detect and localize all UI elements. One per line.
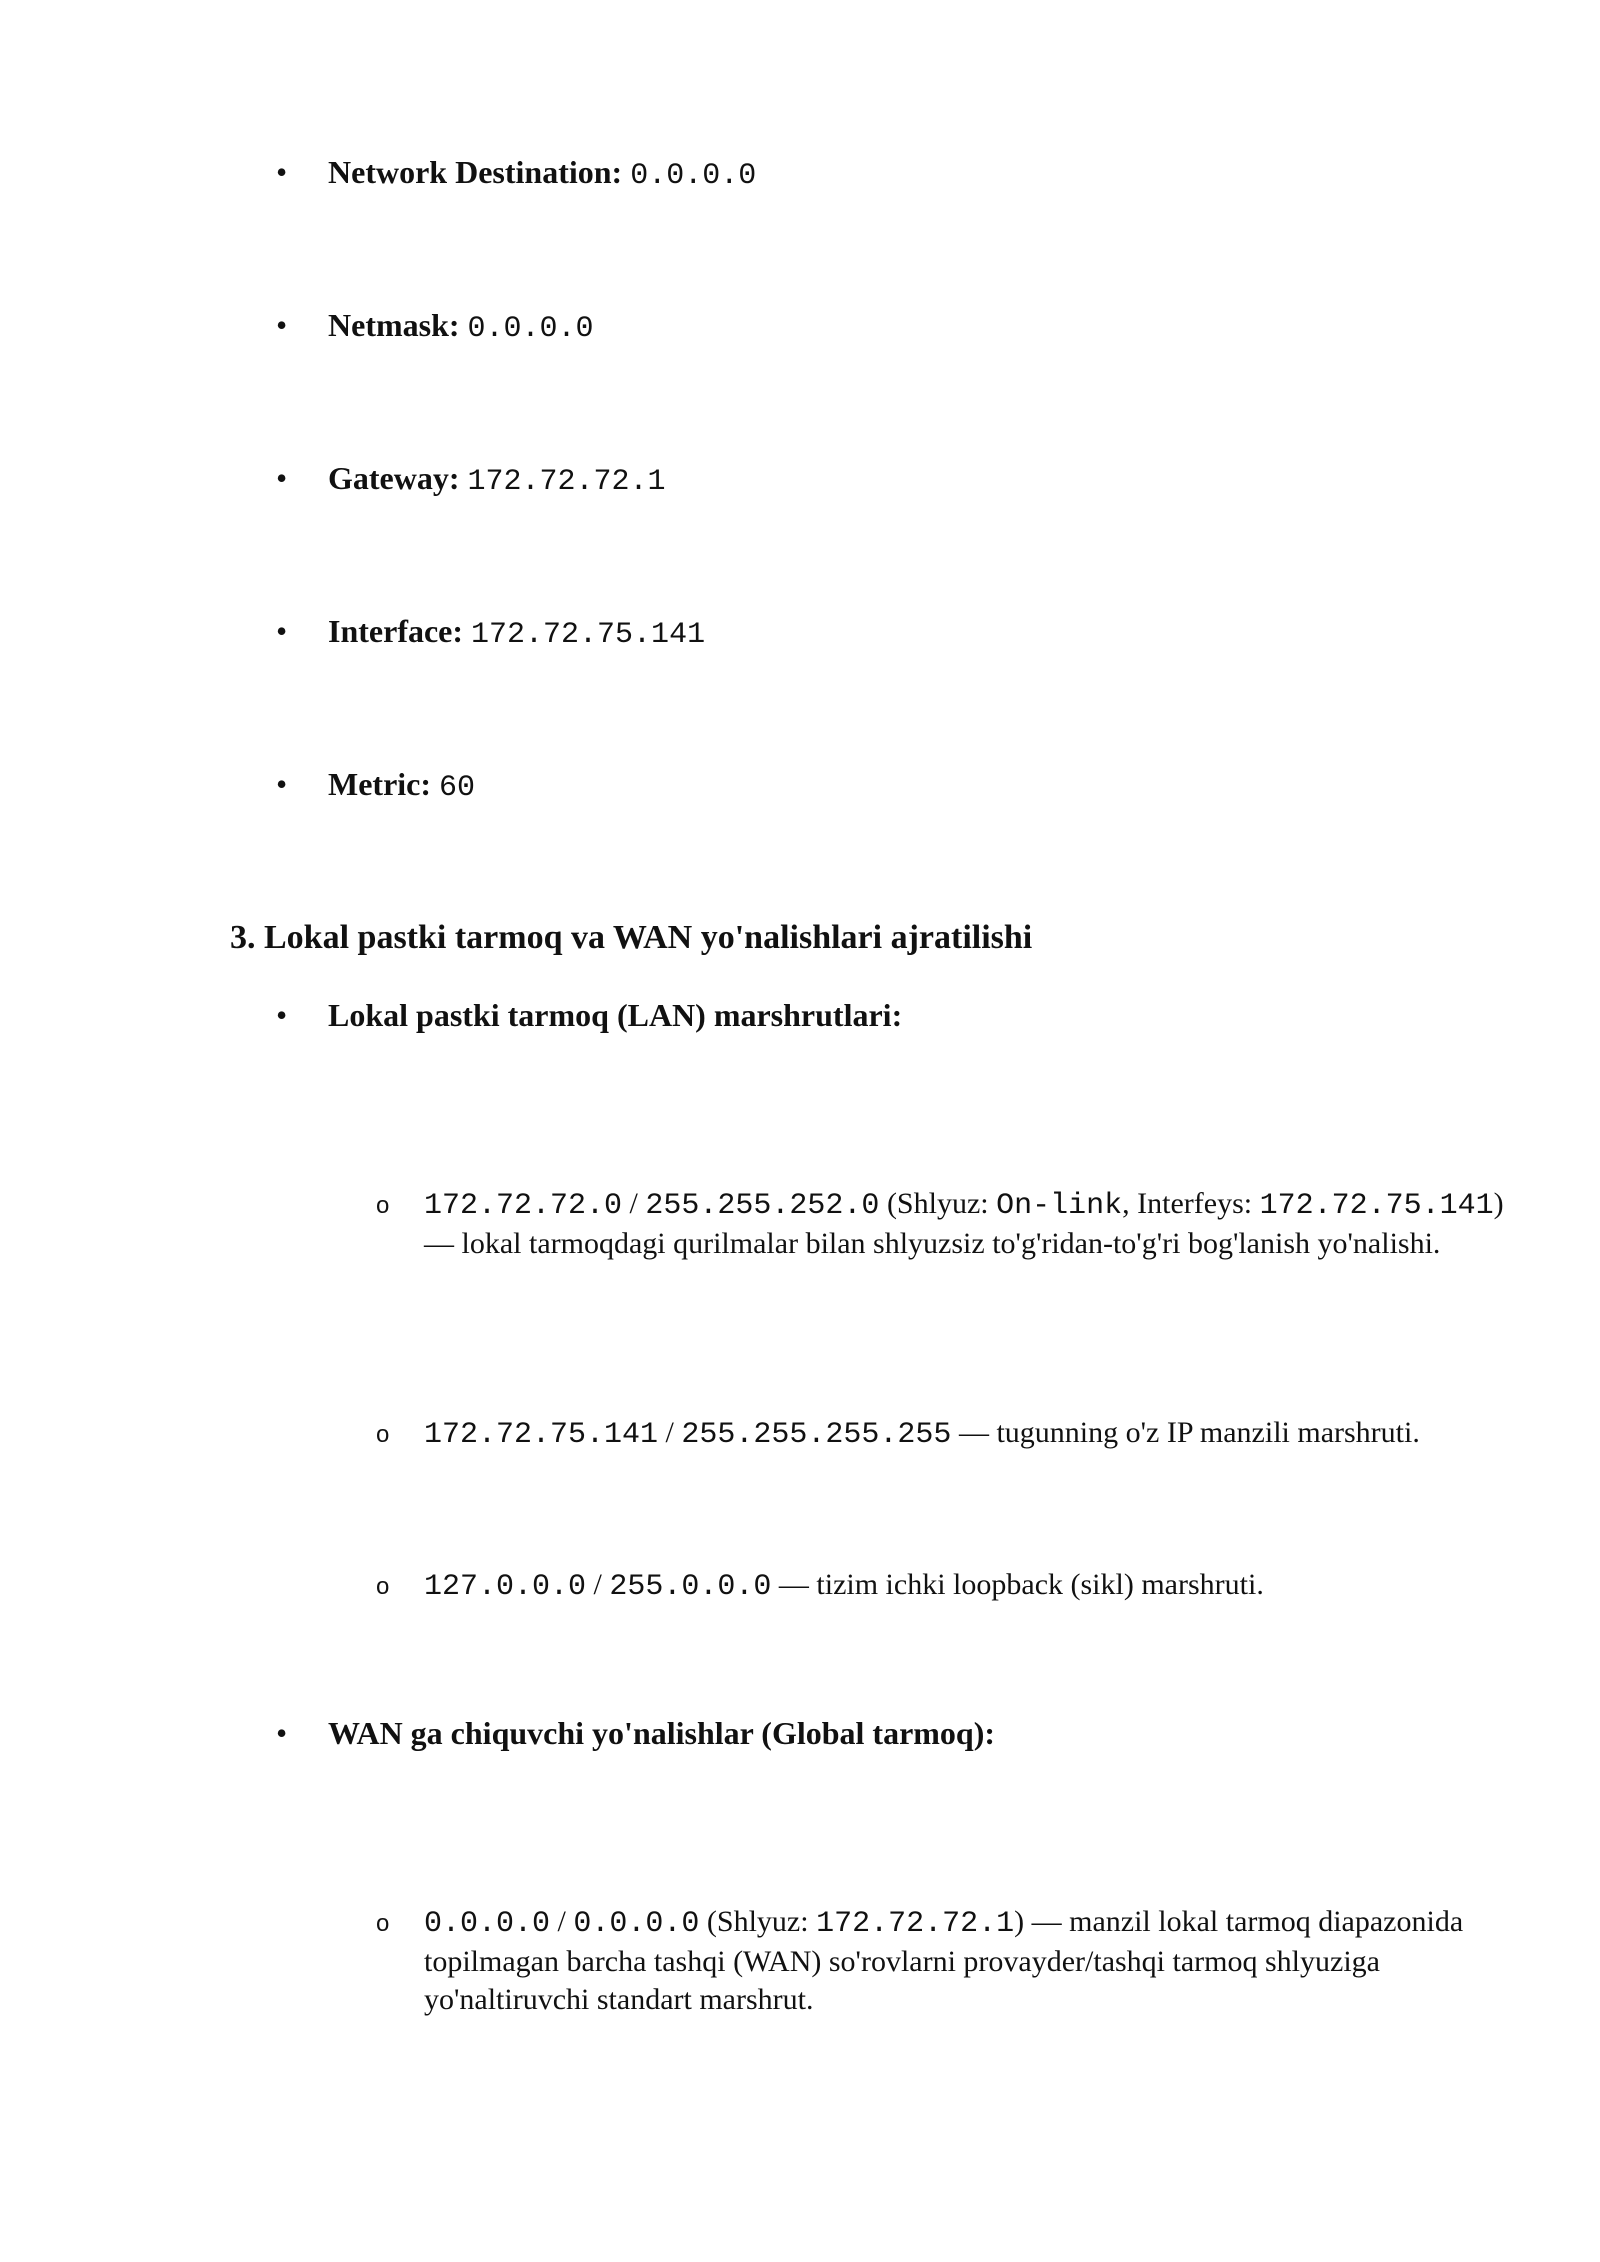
lan-label: Lokal pastki tarmoq (LAN) marshrutlari: [328,997,903,1033]
item-label: Interface: [328,613,464,649]
bullet-icon: • [276,460,288,496]
route-description: — tugunning o'z IP manzili marshruti. [951,1416,1420,1449]
route-separator: / [550,1905,574,1938]
item-value: 0.0.0.0 [467,312,594,346]
route-gateway: 172.72.72.1 [816,1907,1015,1941]
bullet-icon: • [276,1715,288,1751]
bullet-icon: • [276,154,288,190]
route-interface: 172.72.75.141 [1259,1189,1494,1223]
item-label: Metric: [328,766,432,802]
route-gateway-prefix: (Shlyuz: [699,1905,817,1938]
route-destination: 172.72.72.0 [424,1189,623,1223]
sub-bullet-icon: o [376,1910,390,1937]
route-interface-prefix: , Interfeys: [1122,1187,1260,1220]
route-mask: 0.0.0.0 [573,1907,700,1941]
item-value: 172.72.75.141 [471,618,706,652]
route-separator: / [586,1568,610,1601]
route-gateway-prefix: (Shlyuz: [879,1187,997,1220]
route-text [424,1414,1504,1454]
bullet-icon: • [276,997,288,1033]
route-separator: / [622,1187,646,1220]
route-text [424,1566,1504,1606]
route-separator: / [658,1416,682,1449]
route-gateway: On-link [996,1189,1123,1223]
sub-bullet-icon: o [376,1573,390,1600]
item-value: 0.0.0.0 [630,159,757,193]
route-mask: 255.0.0.0 [609,1570,772,1604]
route-mask: 255.255.255.255 [681,1418,952,1452]
route-description: ) — manzil lokal tarmoq diapazonida topilmagan barcha tashqi (WAN) so'rovlarni provayder/tashqi tarmoq shlyuziga yo'naltiruvchi standart marshrut. [424,1905,1464,2016]
item-label: Network Destination: [328,154,623,190]
route-description: ) — lokal tarmoqdagi qurilmalar bilan shlyuzsiz to'g'ridan-to'g'ri bog'lanish yo'nalishi. [424,1187,1504,1260]
route-destination: 172.72.75.141 [424,1418,659,1452]
route-text [424,1185,1504,1263]
route-mask: 255.255.252.0 [645,1189,880,1223]
item-value: 60 [439,771,476,805]
item-label: Gateway: [328,460,460,496]
route-text [424,1903,1504,2019]
sub-bullet-icon: o [376,1192,390,1219]
bullet-icon: • [276,613,288,649]
sub-bullet-icon: o [376,1421,390,1448]
wan-label: WAN ga chiquvchi yo'nalishlar (Global tarmoq): [328,1715,996,1751]
section-heading: 3. Lokal pastki tarmoq va WAN yo'nalishlari ajratilishi [230,919,1033,956]
route-destination: 127.0.0.0 [424,1570,587,1604]
bullet-icon: • [276,307,288,343]
item-value: 172.72.72.1 [467,465,666,499]
route-description: — tizim ichki loopback (sikl) marshruti. [771,1568,1264,1601]
route-destination: 0.0.0.0 [424,1907,551,1941]
item-label: Netmask: [328,307,460,343]
bullet-icon: • [276,766,288,802]
